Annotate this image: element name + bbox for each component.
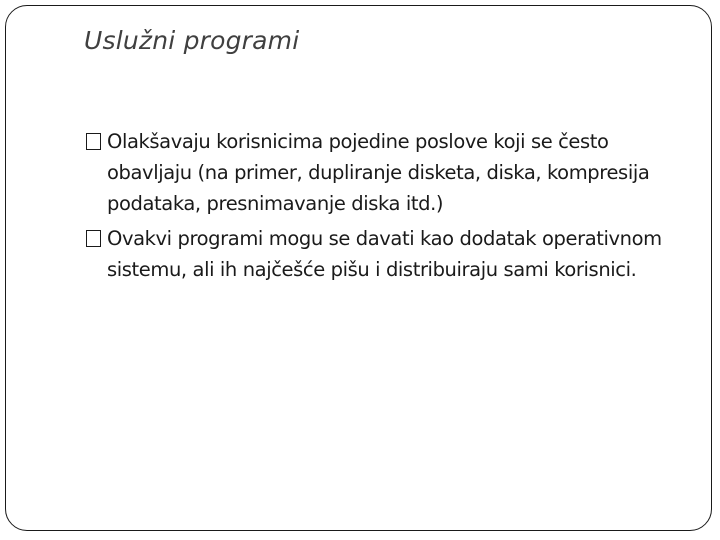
bullet-text: Ovakvi programi mogu se davati kao dodatak operativnom sistemu, ali ih najčešće pišu i distribuiraju sami korisnici. — [107, 227, 662, 281]
bullet-square-icon — [86, 133, 101, 150]
bullet-text: Olakšavaju korisnicima pojedine poslove koji se često obavljaju (na primer, dupliranje disketa, diska, kompresija podataka, presnimavanje diska itd.) — [107, 130, 650, 215]
bullet-square-icon — [86, 230, 101, 247]
bullet-item — [86, 223, 666, 285]
slide-title: Uslužni programi — [84, 26, 300, 55]
bullet-item — [86, 126, 666, 219]
slide-frame — [5, 5, 712, 531]
bullet-list — [86, 126, 666, 289]
